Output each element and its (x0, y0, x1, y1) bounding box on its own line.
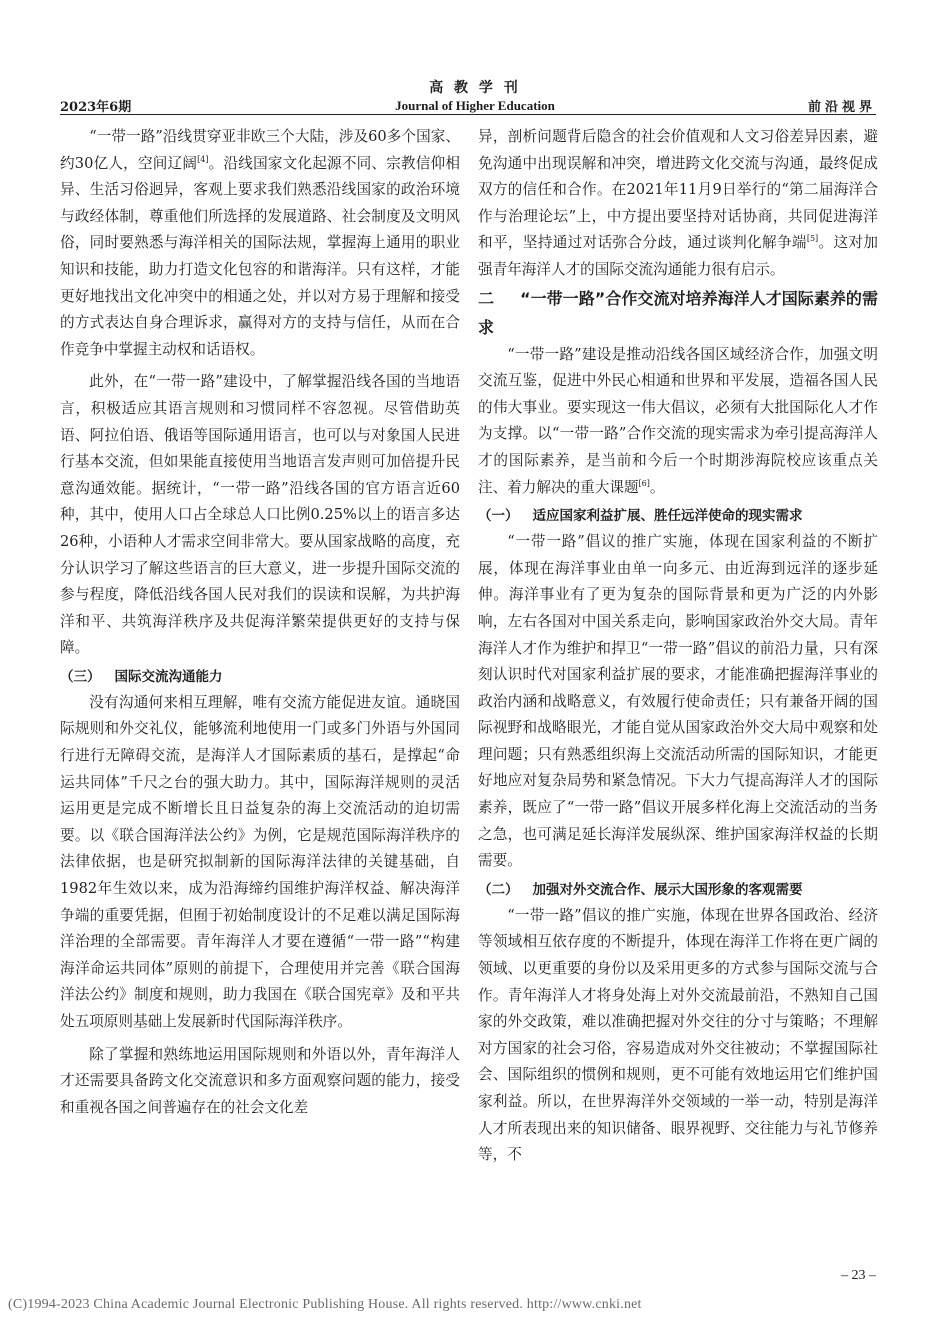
left-column (60, 124, 460, 1121)
right-column (478, 124, 878, 1169)
paragraph: 没有沟通何来相互理解，唯有交流方能促进友谊。通晓国际规则和外交礼仪，能够流利地使用一门或多门外语与外国同行进行无障碍交流，是海洋人才国际素质的基石，是撑起“命运共同体”千尺之台的强大助力。其中，国际海洋规则的灵活运用更是完成不断增长且日益复杂的海上交流活动的迫切需要。以《联合国海洋法公约》为例，它是规范国际海洋秩序的法律依据，也是研究拟制新的国际海洋法律的关键基础，自1982年生效以来，成为沿海缔约国维护海洋权益、解决海洋争端的重要凭据，但囿于初始制度设计的不足难以满足国际海洋治理的全部需要。青年海洋人才要在遵循“一带一路”“构建海洋命运共同体”原则的前提下，合理使用并完善《联合国海洋法公约》制度和规则，助力我国在《联合国宪章》及和平共处五项原则基础上发展新时代国际海洋秩序。 (60, 693, 460, 1030)
section-heading: 二 “一带一路”合作交流对培养海洋人才国际素养的需求 (478, 288, 878, 337)
paragraph: “一带一路”倡议的推广实施，体现在世界各国政治、经济等领域相互依存度的不断提升，体现在海洋工作将在更广阔的领域、以更重要的身份以及采用更多的方式参与国际交流与合作。青年海洋人才将身处海上对外交流最前沿，不熟知自己国家的外交政策，难以准确把握对外交往的分寸与策略；不理解对方国家的社会习俗，容易造成对外交往被动；不掌握国际社会、国际组织的惯例和规则，更不可能有效地运用它们维护国家利益。所以，在世界海洋外交领域的一举一动，特别是海洋人才所表现出来的知识储备、眼界视野、交往能力与礼节修养等，不 (478, 906, 878, 1164)
subsection-heading: （一） 适应国家利益扩展、胜任远洋使命的现实需求 (478, 508, 803, 525)
paragraph: 此外，在“一带一路”建设中，了解掌握沿线各国的当地语言，积极适应其语言规则和习惯同样不容忽视。尽管借助英语、阿拉伯语、俄语等国际通用语言，也可以与对象国人民进行基本交流，但如果能直接使用当地语言发声则可加倍提升民意沟通效能。据统计，“一带一路”沿线各国的官方语言近60种，其中，使用人口占全球总人口比例0.25%以上的语言多达26种，小语种人才需求空间非常大。要从国家战略的高度，充分认识学习了解这些语言的巨大意义，进一步提升国际交流的参与程度，降低沿线各国人民对我们的误读和误解，为共护海洋和平、共筑海洋秩序及共促海洋繁荣提供更好的支持与保障。 (60, 373, 460, 657)
paragraph: “一带一路”建设是推动沿线各国区域经济合作，加强文明交流互鉴，促进中外民心相通和世界和平发展，造福各国人民的伟大事业。要实现这一伟大倡议，必须有大批国际化人才作为支撑。以“一带一路”合作交流的现实需求为牵引提高海洋人才的国际素养，是当前和今后一个时期涉海院校应该重点关注、着力解决的重大课题[6]。 (478, 345, 878, 496)
journal-title-cn: 高 教 学 刊 (429, 80, 521, 96)
copyright-notice: (C)1994-2023 China Academic Journal Electronic Publishing House. All rights reserved. http://www.cnki.net (8, 1297, 642, 1312)
paragraph: “一带一路”沿线贯穿亚非欧三个大陆，涉及60多个国家、约30亿人，空间辽阔[4]。沿线国家文化起源不同、宗教信仰相异、生活习俗迥异，客观上要求我们熟悉沿线国家的政治环境与政经体制，尊重他们所选择的发展道路、社会制度及文明风俗，同时要熟悉与海洋相关的国际法规，掌握海上通用的职业知识和技能，助力打造文化包容的和谐海洋。只有这样，才能更好地找出文化冲突中的相通之处，并以对方易于理解和接受的方式表达自身合理诉求，赢得对方的支持与信任，从而在合作竞争中掌握主动权和话语权。 (60, 128, 460, 358)
section-label: 前沿视界 (807, 100, 876, 115)
header-rule (60, 114, 876, 115)
paragraph: 异，剖析问题背后隐含的社会价值观和人文习俗差异因素，避免沟通中出现误解和冲突，增进跨文化交流与沟通，最终促成双方的信任和合作。在2021年11月9日举行的“第二届海洋合作与治理论坛”上，中方提出要坚持对话协商，共同促进海洋和平，坚持通过对话弥合分歧，通过谈判化解争端[5]。这对加强青年海洋人才的国际交流沟通能力很有启示。 (478, 128, 878, 278)
subsection-heading: （三） 国际交流沟通能力 (60, 668, 223, 685)
paragraph: 除了掌握和熟练地运用国际规则和外语以外，青年海洋人才还需要具备跨文化交流意识和多方面观察问题的能力，接受和重视各国之间普遍存在的社会文化差 (60, 1045, 460, 1116)
subsection-heading: （二） 加强对外交流合作、展示大国形象的客观需要 (478, 881, 803, 898)
issue-label: 2023年6期 (60, 100, 132, 115)
citation-ref[interactable]: [5] (806, 234, 819, 244)
citation-ref[interactable]: [6] (638, 478, 650, 488)
paragraph: “一带一路”倡议的推广实施，体现在国家利益的不断扩展，体现在海洋事业由单一向多元、由近海到远洋的逐步延伸。海洋事业有了更为复杂的国际背景和更为广泛的内外影响，左右各国对中国关系走向，影响国家政治外交大局。青年海洋人才作为维护和捍卫“一带一路”倡议的前沿力量，只有深刻认识时代对国家利益扩展的要求，才能准确把握海洋事业的政治内涵和战略意义，有效履行使命责任；只有兼备开阔的国际视野和战略眼光，才能自觉从国家政治外交大局中观察和处理问题；只有熟悉组织海上交流活动所需的国际知识，才能更好地应对复杂局势和紧急情况。下大力气提高海洋人才的国际素养，既应了“一带一路”倡议开展多样化海上交流活动的当务之急，也可满足延长海洋发展纵深、维护国家海洋权益的长期需要。 (478, 533, 878, 870)
citation-ref[interactable]: [4] (197, 154, 209, 164)
journal-title-en: Journal of Higher Education (395, 98, 555, 113)
page-number: – 23 – (841, 1268, 876, 1283)
